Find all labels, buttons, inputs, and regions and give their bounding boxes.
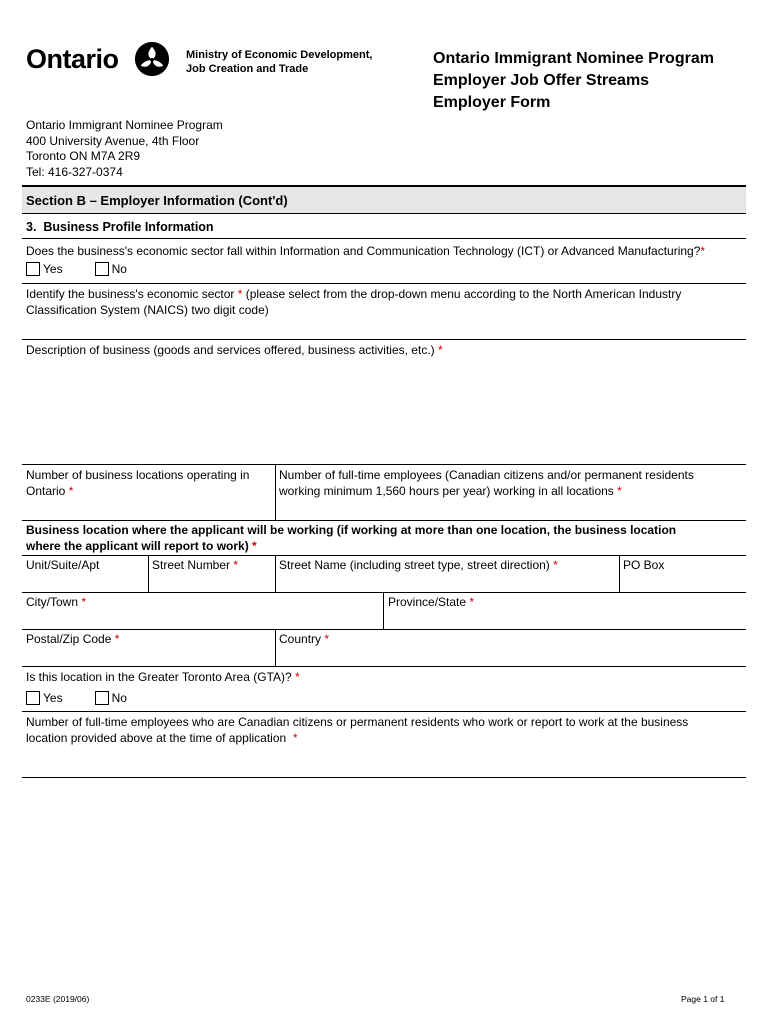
- sector-no-option: No: [95, 262, 127, 276]
- description-field[interactable]: Description of business (goods and services offered, business activities, etc.) *: [26, 343, 443, 357]
- province-field[interactable]: Province/State *: [388, 595, 475, 609]
- divider: [22, 666, 746, 667]
- divider: [275, 555, 276, 593]
- divider: [22, 283, 746, 284]
- office-address: Ontario Immigrant Nominee Program 400 University Avenue, 4th Floor Toronto ON M7A 2R9 Tel: 416-327-0374: [26, 118, 223, 179]
- divider: [148, 555, 149, 593]
- sector-yes-checkbox[interactable]: [26, 262, 40, 276]
- ontario-logo-wordmark: Ontario: [26, 44, 119, 74]
- sector-no-checkbox[interactable]: [95, 262, 109, 276]
- country-field[interactable]: Country *: [279, 632, 330, 646]
- city-field[interactable]: City/Town *: [26, 595, 87, 609]
- divider: [383, 592, 384, 629]
- street-number-field[interactable]: Street Number *: [152, 558, 239, 572]
- divider: [22, 520, 746, 521]
- page-number: Page 1 of 1: [681, 994, 725, 1004]
- gta-no-checkbox[interactable]: [95, 691, 109, 705]
- location-employees-field[interactable]: Number of full-time employees who are Canadian citizens or permanent residents who work or report to work at the business location provided above at the time of application *: [26, 715, 689, 745]
- sector-question: Does the business's economic sector fall within Information and Communication Technology (ICT) or Advanced Manufacturing?*: [26, 244, 706, 258]
- divider: [22, 711, 746, 712]
- gta-checkboxes: [26, 691, 151, 705]
- divider: [22, 629, 746, 630]
- divider: [275, 629, 276, 666]
- divider: [22, 339, 746, 340]
- divider: [22, 592, 746, 593]
- header: [26, 38, 746, 118]
- identify-sector-field[interactable]: Identify the business's economic sector * (please select from the drop-down menu according to the North American Industry Classification System (NAICS) two digit code): [26, 287, 682, 317]
- unit-field[interactable]: Unit/Suite/Apt: [26, 558, 100, 572]
- program-title: Ontario Immigrant Nominee Program Employer Job Offer Streams Employer Form: [433, 50, 714, 111]
- gta-no-option: No: [95, 691, 127, 705]
- divider: [275, 464, 276, 520]
- divider: [22, 555, 746, 556]
- gta-yes-option: Yes: [26, 691, 63, 705]
- subsection-title: 3. Business Profile Information: [26, 220, 214, 234]
- sector-yes-option: Yes: [26, 262, 63, 276]
- fulltime-employees-field[interactable]: Number of full-time employees (Canadian citizens and/or permanent residents working minimum 1,560 hours per year) working in all locations *: [279, 468, 694, 498]
- form-code: 0233E (2019/06): [26, 994, 90, 1004]
- po-box-field[interactable]: PO Box: [623, 558, 665, 572]
- postal-code-field[interactable]: Postal/Zip Code *: [26, 632, 120, 646]
- trillium-icon: [133, 40, 171, 78]
- divider: [619, 555, 620, 593]
- sector-checkboxes: [26, 262, 151, 276]
- locations-count-field[interactable]: Number of business locations operating in Ontario *: [26, 468, 250, 498]
- gta-yes-checkbox[interactable]: [26, 691, 40, 705]
- divider: [22, 777, 746, 778]
- gta-question: Is this location in the Greater Toronto Area (GTA)? *: [26, 670, 300, 684]
- section-title: Section B – Employer Information (Cont'd): [22, 185, 746, 214]
- divider: [22, 464, 746, 465]
- street-name-field[interactable]: Street Name (including street type, street direction) *: [279, 558, 558, 572]
- ministry-name: Ministry of Economic Development, Job Creation and Trade: [186, 49, 373, 75]
- divider: [22, 238, 746, 239]
- business-location-heading: Business location where the applicant will be working (if working at more than one location, the business location where the applicant will report to work) *: [26, 523, 677, 553]
